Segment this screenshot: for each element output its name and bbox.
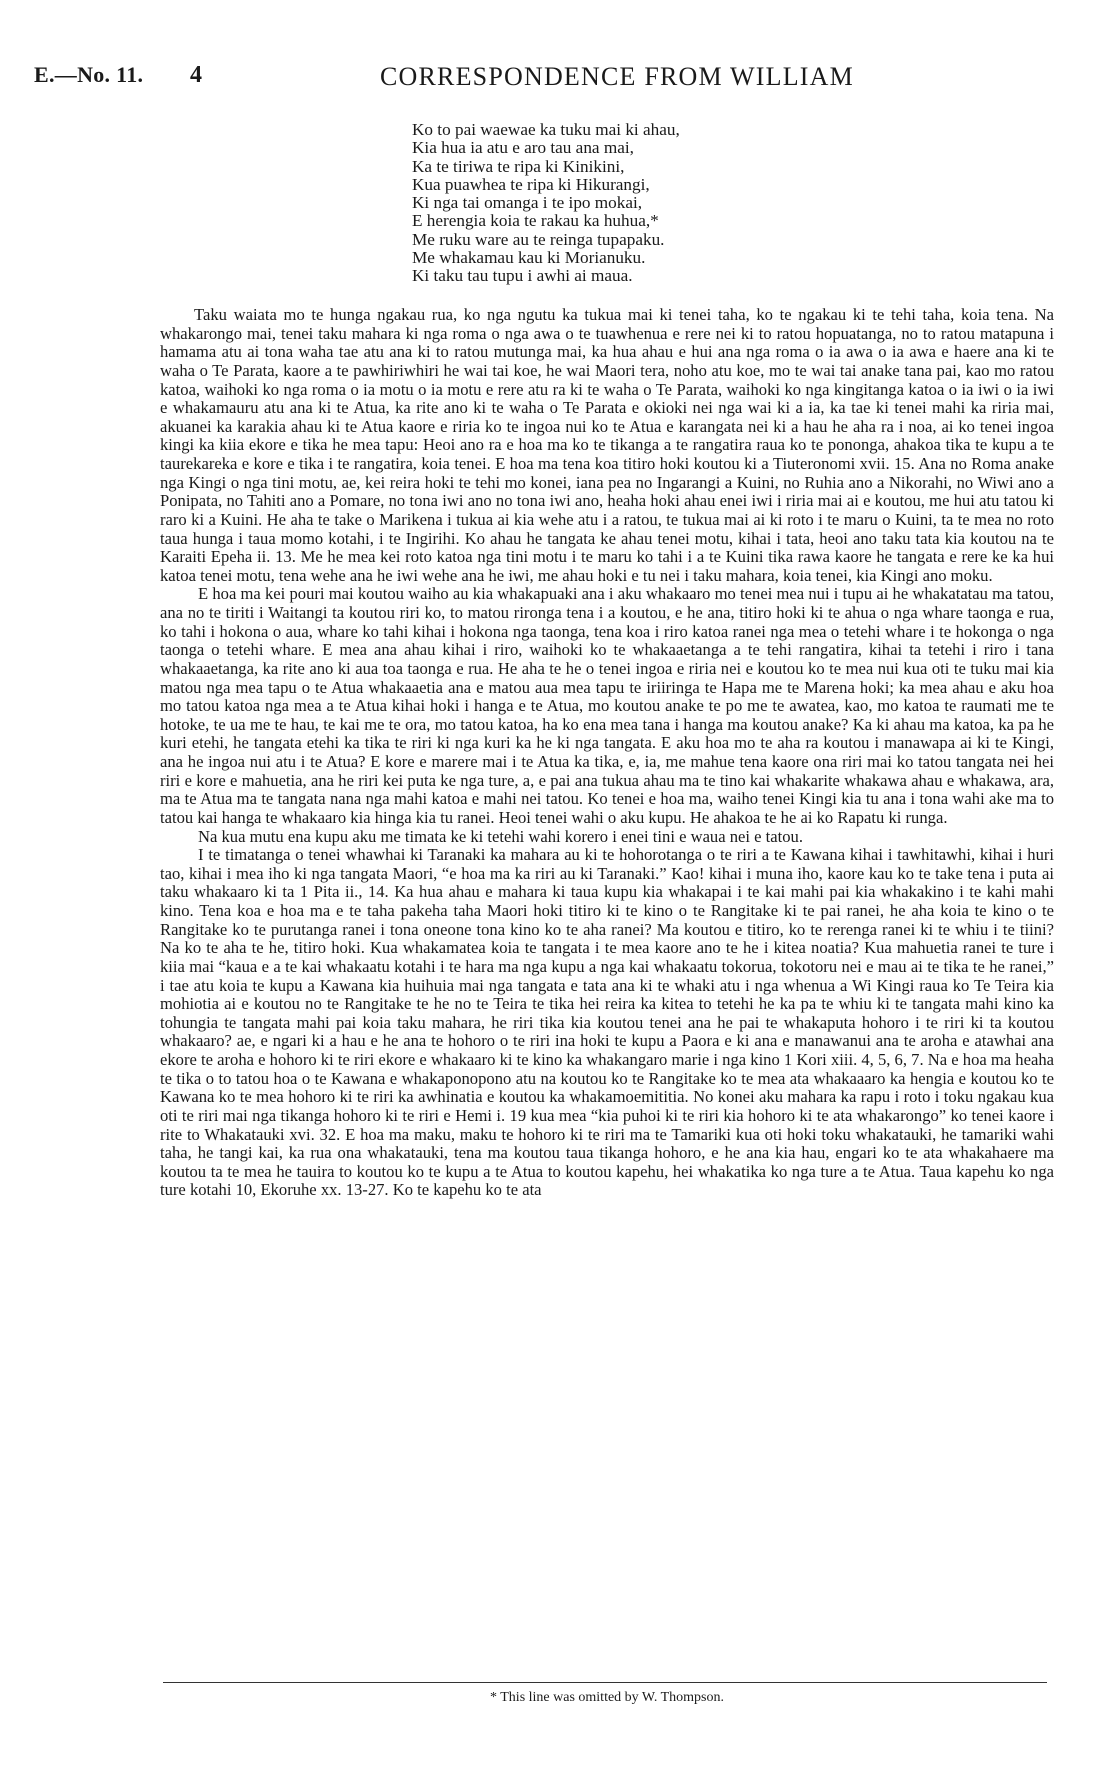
poem-line: Ki taku tau tupu i awhi ai maua. [412, 266, 633, 286]
poem-line: Ka te tiriwa te ripa ki Kinikini, [412, 156, 625, 176]
paragraph: Na kua mutu ena kupu aku me timata ke ki tetehi wahi korero i enei tini e waua nei e tatou. [198, 826, 804, 846]
document-reference: E.—No. 11. [34, 62, 144, 87]
body-text [160, 306, 1054, 1200]
paragraph: Taku waiata mo te hunga ngakau rua, ko nga ngutu ka tukua mai ki tenei taha, ko te ngakau ki te tehi taha, koia tena. Na whakarongo mai, tenei taku mahara ki nga roma o nga awa o te tuawhenua e rere nei ki to ratou hopuatanga, no to ratou matapuna i hamama atu ai tona waha tae atu ana ki to ratou mutunga mai, ka hua ahau e hui ana nga roma o ia awa o ia awa e haere ana ki te waha o Te Parata, kaore a te pawhiriwhiri he wai tai koe, he wai Maori tera, noho atu koe, mo te wai tai anake tana pai, kao mo ratou katoa, waihoki ko nga roma o ia motu o ia motu e rere atu ra ki te waha o Te Parata, waihoki ko nga kingitanga katoa o ia iwi o ia iwi e whakamauru atu ana ki te Atua, ka rite ano ki te waha o Te Parata e okioki nei nga wai ki a ia, ka tae ki tenei mahi ka riria mai, akuanei ka karakia ahau ki te Atua kaore e riria ko te ingoa nui ko te Atua e karangata nei ki a hau he aha ra i noa, ai ko tenei ingoa kingi ka kiia ekore e tika he mea tapu: Heoi ano ra e hoa ma ko te tikanga a te rangatira raua ko te pononga, ahakoa tika te kupu a te taurekareka e kore e tika i te rangatira, koia tenei. E hoa ma tena koa titiro hoki koutou ki a Tiuteronomi xvii. 15. Ana no Roma anake nga Kingi o nga tini motu, ae, kei reira hoki te tehi mo konei, iana pea no Ingarangi a Kuini, no Ruhia ano a Nikorahi, no Wiwi ano a Ponipata, no Tahiti ano a Pomare, no tona iwi ano no tona iwi ano, heaha hoki ahau enei iwi i riria mai ai e koutou, me hui atu tatou ki raro ki a Kuini. He aha te take o Marikena i tukua ai kia wehe atu i a ratou, te tukua mai ai ki roto i te maru o Kuini, ta te mea no roto taua hunga i taua momo kotahi, i te Ingirihi. Ko ahau he tangata ke ahau tenei motu, kihai i tata, heoi ano taku tata kia koutou na te Karaiti Epeha ii. 13. Me he mea kei roto katoa nga tini motu i te maru ko tahi i a te Kuini tika rawa kaore he tangata e rere ke ka hui katoa tenei motu, tena wehe ana he iwi wehe ana he iwi, me ahau hoki e tu nei i taku mahara, koia tenei, kia Kingi ano moku. [160, 305, 1054, 585]
footnote-divider [163, 1682, 1047, 1683]
paragraph: I te timatanga o tenei whawhai ki Taranaki ka mahara au ki te hohorotanga o te riri a te Kawana kihai i tawhitawhi, kihai i huri tao, kihai i mea iho ki nga tangata Maori, “e hoa ma ka riri au ki Taranaki.” Kao! kihai i muna iho, kaore kau ko te take tena i puta ai taku whakaaro ki ta 1 Pita ii., 14. Ka hua ahau e mahara ki taua kupu kia whakapai i te kai mahi pai kia whakakino i te kahi mahi kino. Tena koa e hoa ma e te taha pakeha taha Maori hoki titiro ki te kino o te Rangitake ki te pai ranei, he aha koia te kino o te Rangitake ko te purutanga ranei i tona oneone tona kino ko te aha ranei? Ma koutou e titiro, ko te rerenga ranei ki te whiu i te tiini? Na ko te aha te he, titiro hoki. Kua whakamatea koia te tangata i te mea kaore ano te he i kitea noatia? Kua mahuetia ranei te ture i kiia mai “kaua e a te kai whakaatu kotahi i te hara ma nga kupu a nga kai whakaatu tokorua, tokotoru nei e mau ai te tika te he ranei,” i tae atu koia te kupu a Kawana kia huihuia mai nga tangata e tata ana ki te whaki atu i nga whenua a Wi Kingi raua ko Te Teira kia mohiotia ai e koutou no te Rangitake te he no te Teira te tika hei reira ka kitea to tetehi he ka pa te whiu ki te tangata mahi kino ka tohungia te tangata mahi pai koia taku mahara, he riri tika kia koutou tenei ana he pai te whakaputa hohoro i te riri ki ta koutou whakaaro? ae, e ngari ki a hau e he ana te hohoro o te riri ina hoki te kupu a Paora e ki ana e manawanui ana te aroha e atawhai ana ekore te aroha e hohoro ki te riri ekore e whakaaro ki te kino ka whakangaro marie i nga kino 1 Kori xiii. 4, 5, 6, 7. Na e hoa ma heaha te tika o to tatou hoa o te Kawana e whakaponopono atu na koutou ko te Rangitake ko te mea ata whakaaaro ka hengia e koutou ko te Kawana ko te mea hohoro ki te riri ka awhinatia e koutou ka whakamoemititia. No konei aku mahara ka rapu i roto i toku ngakau kua oti te riri mai nga tikanga hohoro ki te riri e Hemi i. 19 kua mea “kia puhoi ki te riri kia hohoro ki te ata whakarongo” ko tenei kaore i rite to Whakatauki xvi. 32. E hoa ma maku, maku te hohoro ki te riri ma te Tamariki kua oti hoki toku whakatauki, he tamariki wahi taha, he tangi kai, ka rua ona whakatauki, tena ma koutou taua tikanga hohoro, e he ana kia hau, engari ko te ata whakahaere ma koutou ta te mea he tauira to koutou ko te kupu a te Atua to koutou kapehu, hei whakatika ko nga ture a te Atua. Taua kapehu ko nga ture kotahi 10, Ekoruhe xx. 13-27. Ko te kapehu ko te ata [160, 845, 1054, 1200]
footnote: * This line was omitted by W. Thompson. [490, 1690, 724, 1705]
poem-line: Kia hua ia atu e aro tau ana mai, [412, 138, 634, 158]
page-number: 4 [190, 62, 202, 88]
poem-line: Ki nga tai omanga i te ipo mokai, [412, 193, 643, 213]
poem-line: Me ruku ware au te reinga tupapaku. [412, 229, 665, 249]
poem-line: Me whakamau kau ki Morianuku. [412, 248, 646, 268]
poem-line: Ko to pai waewae ka tuku mai ki ahau, [412, 120, 680, 139]
running-title: CORRESPONDENCE FROM WILLIAM [380, 62, 854, 91]
paragraph: E hoa ma kei pouri mai koutou waiho au kia whakapuaki ana i aku whakaaro mo tenei mea nui i tupu ai he whakatatau ma tatou, ana no te tiriti i Waitangi ta koutou riri ko, to matou rironga tena i a koutou, e he ana, titiro hoki ki te ahua o nga whare taonga e rua, ko tahi i hokona o aua, whare ko tahi kihai i hokona nga taonga, tena koa i riro katoa ranei nga mea o tetehi whare i te hokonga o nga taonga o tetehi whare. E mea ana ahau kihai i riro, waihoki ko te whakaaetanga a te tehi rangatira, kihai ta tetehi i riro i tana whakaaetanga, ka rite ano ki aua toa taonga e rua. He aha te he o tenei ingoa e riria nei e koutou ko te mea nui kua oti te tuku mai kia matou nga mea tapu o te Atua whakaaetia ana e matou aua mea tapu te iriiringa te Hapa me te Marena hoki; ka mea ahau e aku hoa mo tatou katoa nga mea a te Atua kihai hoki i hanga e te Atua, mo koutou anake te po me te awatea, kao, mo katoa te raumati me te hotoke, te ua me te hau, te kai me te ora, mo tatou katoa, ha ko ena mea tana i hanga ma koutou anake? Ka ki ahau ma katoa, ka pa he kuri etehi, he tangata etehi ka tika te riri ki nga kuri ka he ki nga tangata. E aku hoa mo te aha ra koutou i manawapa ai ki te Kingi, ana he ingoa nui atu i te Atua? E kore e marere mai i te Atua ka tika, e, ia, me mahue tena kaore ona riri mai ko tatou tangata nei hei riri e kore e mahuetia, ana he riri kei puta ke nga ture, a, e pai ana tukua ahau ma te tino kai whakarite whakawa ahau e whakawa, ara, ma te Atua ma te tangata nana nga mahi katoa e mahi nei tatou. Ko tenei e hoa ma, waiho tenei Kingi kia tu ana i tona wahi ake ma to tatou kai hanga te whakaaro kia hinga kia tu ranei. Heoi tenei wahi o aku kupu. He ahakoa te he ai ko Rapatu ki runga. [160, 584, 1054, 827]
page-header [34, 62, 1074, 96]
poem-line: E herengia koia te rakau ka huhua,* [412, 211, 659, 231]
poem-line: Kua puawhea te ripa ki Hikurangi, [412, 174, 650, 194]
poem-block [412, 121, 1052, 286]
